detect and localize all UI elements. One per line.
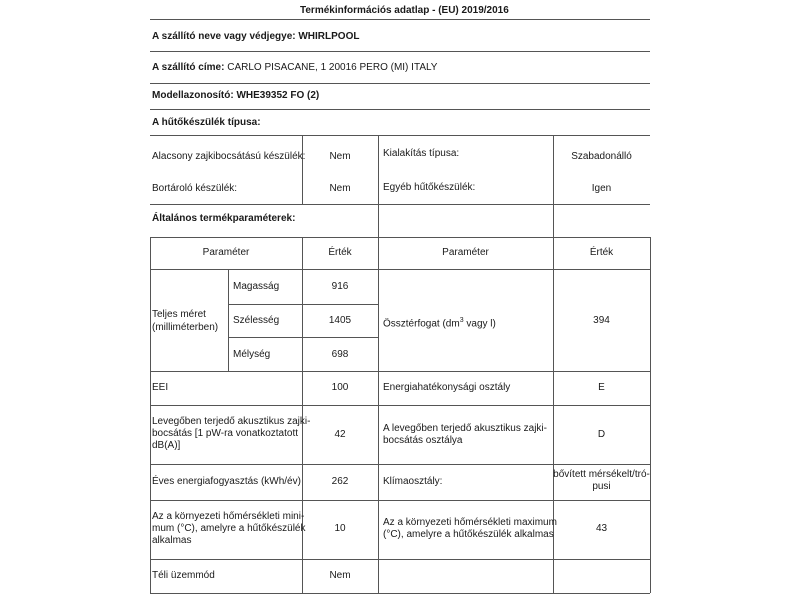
noise-class-label xyxy=(383,423,547,447)
noise-class-label-line: A levegőben terjedő akusztikus zajki- xyxy=(383,423,547,434)
rule xyxy=(228,304,378,305)
design-type-value: Szabadonálló xyxy=(571,151,632,162)
volume-label xyxy=(383,315,496,330)
winter-mode-label: Téli üzemmód xyxy=(152,570,215,581)
width-value: 1405 xyxy=(328,315,352,326)
noise-label-line: dB(A)] xyxy=(152,440,181,451)
energy-class-label: Energiahatékonysági osztály xyxy=(383,382,511,393)
low-noise-value: Nem xyxy=(329,151,351,162)
climate-class-value-line: pusi xyxy=(592,481,611,492)
winter-mode-value: Nem xyxy=(329,570,351,581)
volume-label-text: Össztérfogat (dm xyxy=(383,318,460,330)
rule xyxy=(150,19,650,20)
supplier-name: A szállító neve vagy védjegye: WHIRLPOOL xyxy=(152,31,360,42)
annual-energy-label: Éves energiafogyasztás (kWh/év) xyxy=(152,476,301,487)
max-temp-value: 43 xyxy=(595,523,608,534)
rule xyxy=(150,593,650,594)
supplier-address-label: A szállító címe: xyxy=(152,62,225,73)
other-appliance-value: Igen xyxy=(591,183,612,194)
param-header-2: Paraméter xyxy=(442,247,489,258)
model-id: Modellazonosító: WHE39352 FO (2) xyxy=(152,90,320,101)
rule xyxy=(150,464,650,465)
design-type-label: Kialakítás típusa: xyxy=(383,148,460,159)
rule xyxy=(150,83,650,84)
annual-energy-value: 262 xyxy=(331,476,349,487)
rule xyxy=(150,204,650,205)
min-temp-label-line: alkalmas xyxy=(152,535,192,546)
volume-label-text-end: vagy l) xyxy=(463,318,496,330)
noise-label-line: bocsátás [1 pW-ra vonatkoztatott xyxy=(152,428,299,439)
min-temp-value: 10 xyxy=(334,523,346,534)
noise-label-line: Levegőben terjedő akusztikus zajki- xyxy=(152,416,311,427)
rule xyxy=(150,405,650,406)
height-value: 916 xyxy=(331,281,349,292)
value-header: Érték xyxy=(328,247,352,258)
supplier-address xyxy=(152,62,437,74)
volume-label-superscript: 3 xyxy=(459,317,464,324)
value-header-2: Érték xyxy=(589,247,614,258)
dimensions-label-line: (milliméterben) xyxy=(152,322,219,333)
dimensions-label xyxy=(152,308,218,334)
climate-class-value-line: bővített mérsékelt/tró- xyxy=(553,469,650,480)
energy-class-value: E xyxy=(598,382,605,393)
dimensions-label-line: Teljes méret xyxy=(152,309,206,320)
wine-storage-value: Nem xyxy=(329,183,351,194)
wine-storage-label: Bortároló készülék: xyxy=(152,183,238,194)
rule xyxy=(150,237,151,593)
low-noise-label: Alacsony zajkibocsátású készülék: xyxy=(152,151,306,162)
min-temp-label xyxy=(152,511,306,547)
noise-class-label-line: bocsátás osztálya xyxy=(383,435,463,446)
eei-label: EEI xyxy=(152,382,169,393)
rule xyxy=(378,135,379,593)
param-header: Paraméter xyxy=(202,247,250,258)
width-label: Szélesség xyxy=(233,315,280,326)
supplier-address-value: CARLO PISACANE, 1 20016 PERO (MI) ITALY xyxy=(227,62,438,73)
min-temp-label-line: mum (°C), amelyre a hűtőkészülék xyxy=(152,523,306,534)
rule xyxy=(150,500,650,501)
climate-class-label: Klímaosztály: xyxy=(383,476,443,487)
depth-value: 698 xyxy=(331,349,349,360)
rule xyxy=(150,237,650,238)
min-temp-label-line: Az a környezeti hőmérsékleti mini- xyxy=(152,511,305,522)
max-temp-label xyxy=(383,517,557,541)
rule xyxy=(150,371,650,372)
rule xyxy=(228,269,229,371)
general-params-heading: Általános termékparaméterek: xyxy=(152,213,296,224)
rule xyxy=(150,269,650,270)
max-temp-label-line: Az a környezeti hőmérsékleti maximum xyxy=(383,517,557,528)
rule xyxy=(150,135,650,136)
rule xyxy=(228,337,378,338)
noise-value: 42 xyxy=(334,429,346,440)
rule xyxy=(150,51,650,52)
rule xyxy=(650,237,651,593)
page-title: Termékinformációs adatlap - (EU) 2019/2016 xyxy=(300,5,509,16)
max-temp-label-line: (°C), amelyre a hűtőkészülék alkalmas xyxy=(383,529,554,540)
noise-class-value: D xyxy=(597,429,606,440)
climate-class-value xyxy=(553,469,650,493)
appliance-type-heading: A hűtőkészülék típusa: xyxy=(152,117,261,128)
other-appliance-label: Egyéb hűtőkészülék: xyxy=(383,182,476,193)
rule xyxy=(150,109,650,110)
eei-value: 100 xyxy=(331,382,349,393)
volume-value: 394 xyxy=(593,315,610,326)
noise-label xyxy=(152,416,310,452)
height-label: Magasság xyxy=(233,281,280,292)
rule xyxy=(150,559,650,560)
depth-label: Mélység xyxy=(233,349,271,360)
